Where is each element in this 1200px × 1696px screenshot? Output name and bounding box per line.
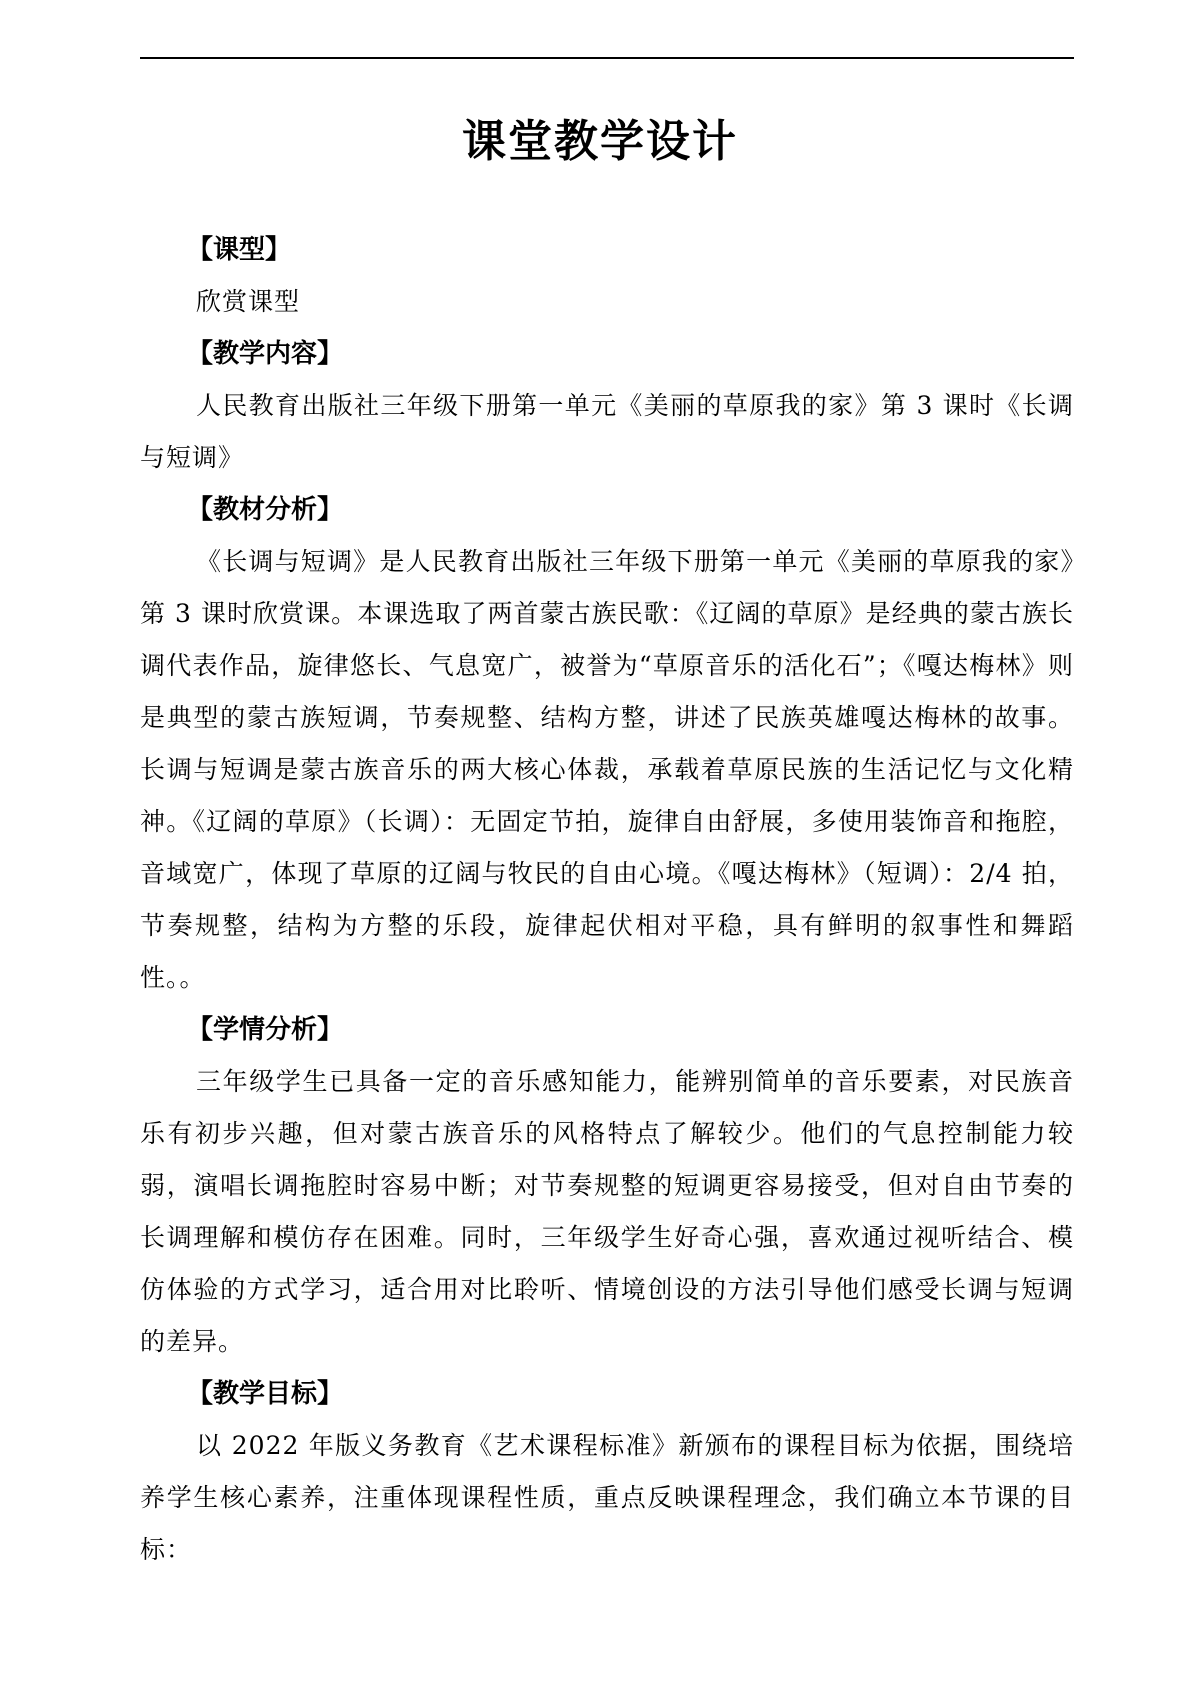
section-heading: 【课型】 [187,235,292,265]
section-paragraph: 欣赏课型 [196,287,301,316]
document-body [140,224,1074,1576]
section-heading: 【教学目标】 [187,1379,344,1409]
section-teaching-goals [140,1368,1074,1576]
section-student-analysis [140,1004,1074,1368]
section-heading: 【学情分析】 [187,1015,344,1045]
section-heading: 【教学内容】 [187,339,344,369]
section-paragraph: 人民教育出版社三年级下册第一单元《美丽的草原我的家》第 3 课时《长调与短调》 [140,391,1074,472]
section-paragraph: 以 2022 年版义务教育《艺术课程标准》新颁布的课程目标为依据，围绕培养学生核心素养，注重体现课程性质，重点反映课程理念，我们确立本节课的目标： [140,1431,1074,1564]
section-paragraph: 《长调与短调》是人民教育出版社三年级下册第一单元《美丽的草原我的家》第 3 课时欣赏课。本课选取了两首蒙古族民歌：《辽阔的草原》是经典的蒙古族长调代表作品，旋律悠长、气息宽广，被誉为“草原音乐的活化石”；《嘎达梅林》则是典型的蒙古族短调，节奏规整、结构方整，讲述了民族英雄嘎达梅林的故事。长调与短调是蒙古族音乐的两大核心体裁，承载着草原民族的生活记忆与文化精神。《辽阔的草原》（长调）：无固定节拍，旋律自由舒展，多使用装饰音和拖腔，音域宽广，体现了草原的辽阔与牧民的自由心境。《嘎达梅林》（短调）：2/4 拍，节奏规整，结构为方整的乐段，旋律起伏相对平稳，具有鲜明的叙事性和舞蹈性。。 [140,547,1074,992]
page-title: 课堂教学设计 [462,116,738,167]
section-heading: 【教材分析】 [187,495,344,525]
header-rule [140,57,1074,59]
section-paragraph: 三年级学生已具备一定的音乐感知能力，能辨别简单的音乐要素，对民族音乐有初步兴趣，但对蒙古族音乐的风格特点了解较少。他们的气息控制能力较弱，演唱长调拖腔时容易中断；对节奏规整的短调更容易接受，但对自由节奏的长调理解和模仿存在困难。同时，三年级学生好奇心强，喜欢通过视听结合、模仿体验的方式学习，适合用对比聆听、情境创设的方法引导他们感受长调与短调的差异。 [140,1067,1074,1356]
section-textbook-analysis [140,484,1074,1004]
section-course-type [140,224,1074,328]
section-teaching-content [140,328,1074,484]
